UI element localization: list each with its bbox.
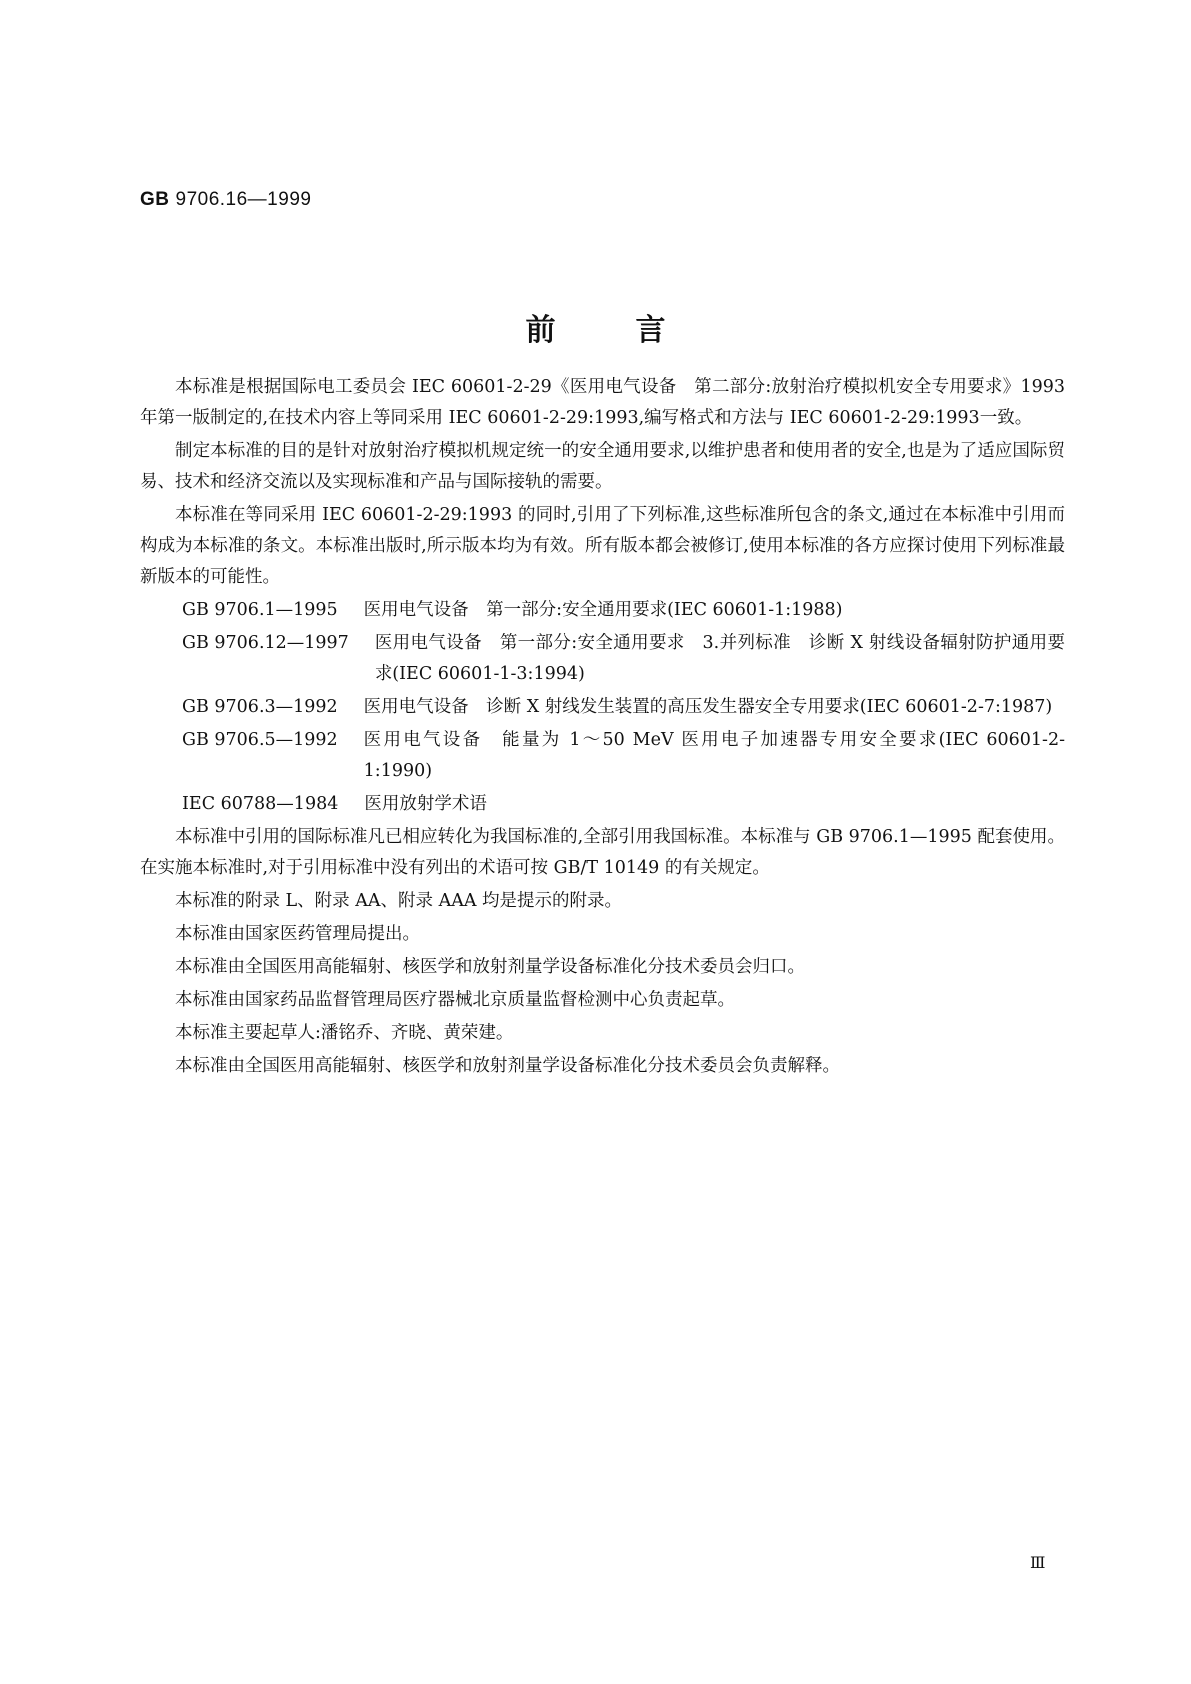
reference-item — [140, 595, 1065, 626]
paragraph: 制定本标准的目的是针对放射治疗模拟机规定统一的安全通用要求,以维护患者和使用者的安全,也是为了适应国际贸易、技术和经济交流以及实现标准和产品与国际接轨的需要。 — [140, 441, 1065, 492]
page-number: Ⅲ — [1030, 1553, 1044, 1572]
paragraph: 本标准由全国医用高能辐射、核医学和放射剂量学设备标准化分技术委员会负责解释。 — [175, 1056, 840, 1076]
reference-item — [140, 725, 1065, 787]
standard-number: 9706.16—1999 — [175, 189, 312, 210]
reference-item — [140, 692, 1065, 723]
reference-item — [140, 789, 1065, 820]
paragraph: 本标准由国家药品监督管理局医疗器械北京质量监督检测中心负责起草。 — [175, 990, 735, 1010]
standard-prefix: GB — [140, 189, 170, 210]
paragraph: 本标准的附录 L、附录 AA、附录 AAA 均是提示的附录。 — [175, 891, 623, 911]
reference-list — [140, 595, 1065, 820]
reference-description: 医用电气设备 诊断 X 射线发生装置的高压发生器安全专用要求(IEC 60601-2-7:1987) — [363, 697, 1053, 717]
paragraph: 本标准由全国医用高能辐射、核医学和放射剂量学设备标准化分技术委员会归口。 — [175, 957, 805, 977]
paragraph: 本标准在等同采用 IEC 60601-2-29:1993 的同时,引用了下列标准,这些标准所包含的条文,通过在本标准中引用而构成为本标准的条文。本标准出版时,所示版本均为有效。所有版本都会被修订,使用本标准的各方应探讨使用下列标准最新版本的可能性。 — [140, 505, 1065, 587]
foreword-body — [140, 372, 1065, 1084]
reference-code: GB 9706.3—1992 — [182, 697, 338, 717]
reference-description: 医用放射学术语 — [364, 794, 487, 814]
reference-description: 医用电气设备 第一部分:安全通用要求(IEC 60601-1:1988) — [363, 600, 843, 620]
reference-code: IEC 60788—1984 — [182, 794, 339, 814]
paragraph: 本标准主要起草人:潘铭乔、齐晓、黄荣建。 — [175, 1023, 514, 1043]
reference-code: GB 9706.1—1995 — [182, 600, 338, 620]
reference-code: GB 9706.5—1992 — [182, 730, 338, 750]
paragraph: 本标准由国家医药管理局提出。 — [175, 924, 420, 944]
document-header — [140, 189, 311, 211]
reference-description: 医用电气设备 第一部分:安全通用要求 3.并列标准 诊断 X 射线设备辐射防护通用要求(IEC 60601-1-3:1994) — [374, 633, 1065, 684]
paragraph: 本标准是根据国际电工委员会 IEC 60601-2-29《医用电气设备 第二部分:放射治疗模拟机安全专用要求》1993 年第一版制定的,在技术内容上等同采用 IEC 60601-2-29:1993,编写格式和方法与 IEC 60601-2-29:1993一致。 — [140, 377, 1065, 428]
reference-code: GB 9706.12—1997 — [182, 633, 349, 653]
reference-description: 医用电气设备 能量为 1～50 MeV 医用电子加速器专用安全要求(IEC 60601-2-1:1990) — [363, 730, 1065, 781]
reference-item — [140, 628, 1065, 690]
paragraph: 本标准中引用的国际标准凡已相应转化为我国标准的,全部引用我国标准。本标准与 GB 9706.1—1995 配套使用。在实施本标准时,对于引用标准中没有列出的术语可按 GB/T 10149 的有关规定。 — [140, 827, 1065, 878]
page-title: 前言 — [525, 313, 746, 348]
